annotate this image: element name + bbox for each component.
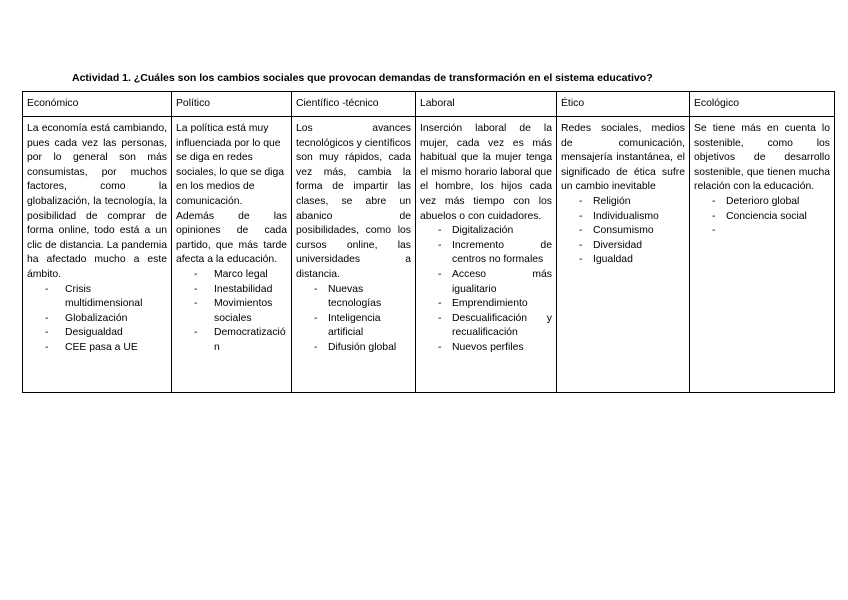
header-economico: Económico <box>23 92 172 117</box>
list-item: - Nuevas tecnologías <box>314 283 411 312</box>
cell-cientifico-tecnico <box>292 117 416 393</box>
list-item: - Globalización <box>45 312 167 327</box>
header-cientifico-tecnico: Científico -técnico <box>292 92 416 117</box>
list-item: - Desigualdad <box>45 326 167 341</box>
etico-list <box>561 195 685 268</box>
cell-ecologico <box>690 117 835 393</box>
list-item: - Difusión global <box>314 341 411 356</box>
list-item: - CEE pasa a UE <box>45 341 167 356</box>
list-item: - Diversidad <box>579 239 685 254</box>
list-item: - Marco legal <box>194 268 287 283</box>
list-item: - Digitalización <box>438 224 552 239</box>
list-item: - Acceso más igualitario <box>438 268 552 297</box>
cientifico-list <box>296 283 411 356</box>
cell-etico <box>557 117 690 393</box>
list-item: - Democratización <box>194 326 287 355</box>
list-item: - Inestabilidad <box>194 283 287 298</box>
activity-title: Actividad 1. ¿Cuáles son los cambios sociales que provocan demandas de transformación en el sistema educativo? <box>72 72 653 84</box>
cell-economico <box>23 117 172 393</box>
ecologico-text: Se tiene más en cuenta lo sostenible, como los objetivos de desarrollo sostenible, que tienen mucha relación con la educación. <box>694 123 830 193</box>
header-row <box>23 92 835 117</box>
cell-laboral <box>416 117 557 393</box>
laboral-list <box>420 224 552 355</box>
list-item: - Igualdad <box>579 253 685 268</box>
list-item: - Religión <box>579 195 685 210</box>
list-item: - Movimientos sociales <box>194 297 287 326</box>
politico-text-1: La política está muy influenciada por lo que se diga en redes sociales, lo que se diga en los medios de comunicación. <box>176 123 285 207</box>
list-item: - Deterioro global <box>712 195 830 210</box>
content-row <box>23 117 835 393</box>
politico-text-2: Además de las opiniones de cada partido, que más tarde afecta a la educación. <box>176 210 287 266</box>
ecologico-list <box>694 195 830 224</box>
list-item: - Inteligencia artificial <box>314 312 411 341</box>
list-item: - Emprendimiento <box>438 297 552 312</box>
cell-politico <box>172 117 292 393</box>
header-politico: Político <box>172 92 292 117</box>
list-item: - Incremento de centros no formales <box>438 239 552 268</box>
economico-list <box>27 283 167 356</box>
header-etico: Ético <box>557 92 690 117</box>
politico-list <box>176 268 287 356</box>
list-item: - Individualismo <box>579 210 685 225</box>
economico-text: La economía está cambiando, pues cada vez las personas, por lo general son más consumistas, por muchos factores, como la globalización, la tecnología, la posibilidad de comprar de forma online, todo está a un clic de distancia. La pandemia ha afectado mucho a este ámbito. <box>27 123 167 280</box>
laboral-text: Inserción laboral de la mujer, cada vez es más habitual que la mujer tenga el mismo horario laboral que el hombre, los hijos cada vez más tiempo con los abuelos o con cuidadores. <box>420 123 552 222</box>
social-changes-table <box>22 91 835 393</box>
cientifico-text: Los avances tecnológicos y científicos son muy rápidos, cada vez más, cambia la forma de impartir las clases, se abre un abanico de posibilidades, como los cursos online, las universidades a distancia. <box>296 123 411 280</box>
list-item: - Crisis multidimensional <box>45 283 167 312</box>
list-item: - Nuevos perfiles <box>438 341 552 356</box>
header-ecologico: Ecológico <box>690 92 835 117</box>
list-item: - Consumismo <box>579 224 685 239</box>
list-item: - Descualificación y recualificación <box>438 312 552 341</box>
list-item: - Conciencia social <box>712 210 830 225</box>
header-laboral: Laboral <box>416 92 557 117</box>
etico-text: Redes sociales, medios de comunicación, mensajería instantánea, el significado de ética sufre un cambio inevitable <box>561 123 685 193</box>
